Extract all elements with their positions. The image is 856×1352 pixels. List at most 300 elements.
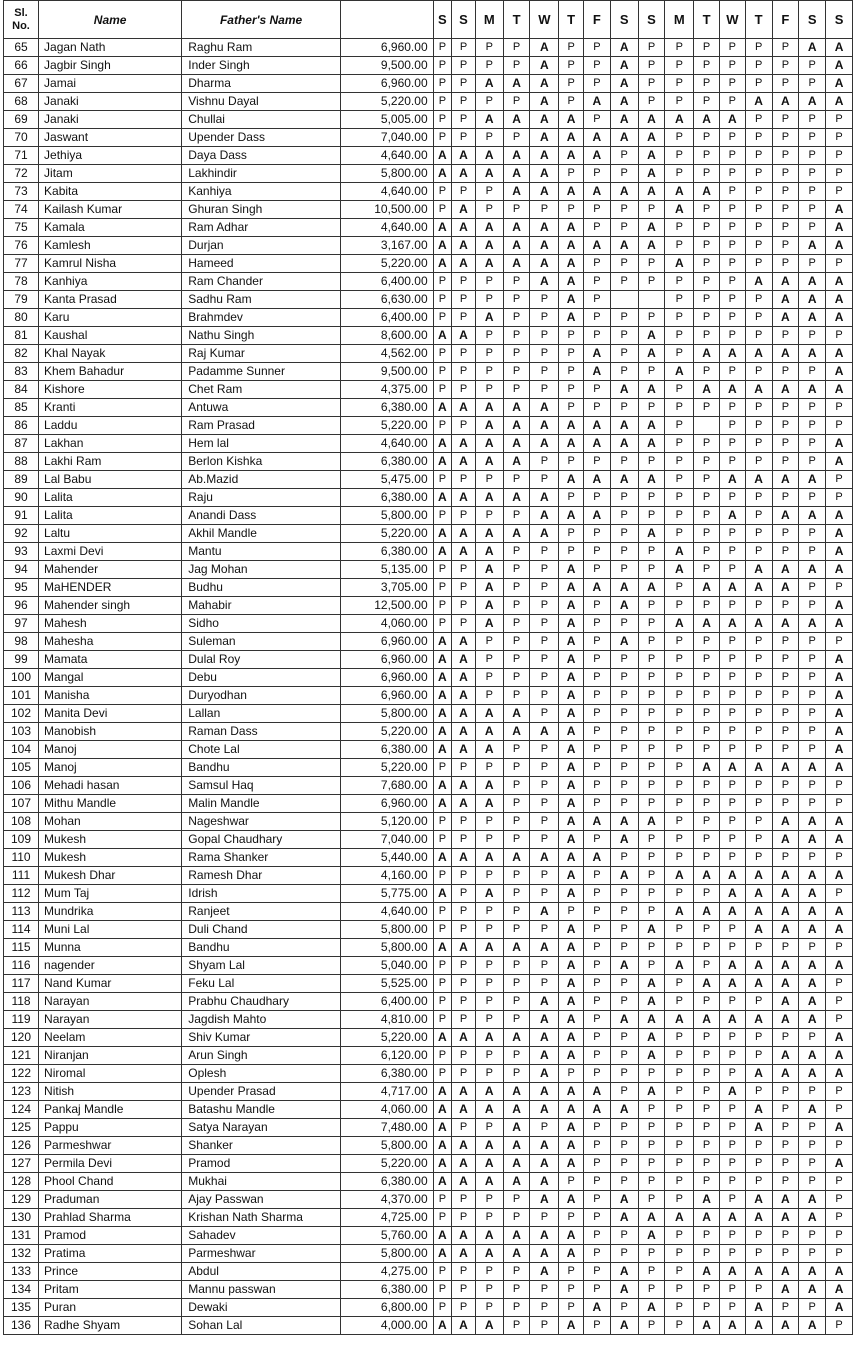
- table-row: [4, 579, 853, 597]
- attendance-cell: P: [799, 165, 826, 183]
- table-row: [4, 75, 853, 93]
- attendance-cell: P: [665, 1173, 694, 1191]
- amount-cell: 4,717.00: [340, 1083, 433, 1101]
- amount-cell: 4,060.00: [340, 1101, 433, 1119]
- father-name-cell: Shiv Kumar: [182, 1029, 341, 1047]
- attendance-cell: P: [610, 363, 638, 381]
- attendance-cell: P: [475, 1047, 503, 1065]
- amount-cell: 6,960.00: [340, 39, 433, 57]
- table-row: [4, 201, 853, 219]
- father-name-cell: Jagdish Mahto: [182, 1011, 341, 1029]
- attendance-cell: A: [433, 795, 452, 813]
- serial-number-cell: 67: [4, 75, 39, 93]
- attendance-cell: A: [433, 399, 452, 417]
- attendance-cell: P: [665, 885, 694, 903]
- attendance-cell: P: [719, 435, 745, 453]
- table-row: [4, 1317, 853, 1335]
- amount-cell: 3,705.00: [340, 579, 433, 597]
- attendance-cell: A: [826, 1029, 853, 1047]
- attendance-cell: A: [772, 885, 799, 903]
- amount-cell: 4,640.00: [340, 435, 433, 453]
- father-name-cell: Arun Singh: [182, 1047, 341, 1065]
- attendance-cell: A: [799, 345, 826, 363]
- attendance-cell: P: [475, 1263, 503, 1281]
- attendance-cell: A: [433, 651, 452, 669]
- attendance-cell: P: [584, 1191, 611, 1209]
- attendance-cell: A: [745, 1191, 772, 1209]
- attendance-cell: A: [610, 1209, 638, 1227]
- attendance-cell: P: [638, 957, 665, 975]
- attendance-cell: A: [826, 1065, 853, 1083]
- table-row: [4, 561, 853, 579]
- attendance-cell: P: [745, 831, 772, 849]
- attendance-cell: A: [559, 417, 584, 435]
- attendance-cell: A: [584, 1101, 611, 1119]
- father-name-cell: Budhu: [182, 579, 341, 597]
- attendance-cell: A: [503, 1119, 530, 1137]
- father-name-cell: Malin Mandle: [182, 795, 341, 813]
- attendance-cell: P: [694, 435, 720, 453]
- attendance-cell: A: [610, 633, 638, 651]
- attendance-cell: P: [799, 1029, 826, 1047]
- attendance-cell: P: [452, 363, 476, 381]
- attendance-cell: P: [719, 1155, 745, 1173]
- attendance-cell: P: [610, 885, 638, 903]
- attendance-cell: P: [433, 507, 452, 525]
- attendance-cell: A: [799, 291, 826, 309]
- amount-cell: 10,500.00: [340, 201, 433, 219]
- attendance-cell: A: [503, 1173, 530, 1191]
- attendance-cell: P: [799, 579, 826, 597]
- name-cell: nagender: [39, 957, 182, 975]
- serial-number-cell: 114: [4, 921, 39, 939]
- attendance-cell: A: [694, 183, 720, 201]
- attendance-cell: A: [665, 363, 694, 381]
- attendance-cell: P: [665, 1119, 694, 1137]
- attendance-cell: A: [452, 327, 476, 345]
- attendance-cell: A: [826, 39, 853, 57]
- attendance-cell: P: [530, 381, 559, 399]
- name-cell: Pramod: [39, 1227, 182, 1245]
- attendance-cell: A: [826, 75, 853, 93]
- attendance-cell: [694, 417, 720, 435]
- attendance-cell: A: [745, 273, 772, 291]
- attendance-cell: P: [530, 561, 559, 579]
- attendance-cell: P: [665, 93, 694, 111]
- attendance-cell: P: [826, 777, 853, 795]
- table-row: [4, 417, 853, 435]
- attendance-cell: A: [610, 1263, 638, 1281]
- name-cell: Jethiya: [39, 147, 182, 165]
- attendance-cell: P: [452, 867, 476, 885]
- attendance-cell: A: [503, 417, 530, 435]
- attendance-cell: A: [745, 381, 772, 399]
- attendance-cell: P: [475, 975, 503, 993]
- attendance-cell: A: [799, 1281, 826, 1299]
- attendance-cell: P: [503, 1209, 530, 1227]
- attendance-cell: P: [433, 561, 452, 579]
- attendance-cell: A: [475, 1317, 503, 1335]
- attendance-cell: A: [433, 525, 452, 543]
- attendance-cell: P: [475, 381, 503, 399]
- father-name-cell: Raj Kumar: [182, 345, 341, 363]
- attendance-cell: P: [638, 1191, 665, 1209]
- attendance-cell: P: [719, 687, 745, 705]
- attendance-cell: P: [503, 687, 530, 705]
- serial-number-cell: 88: [4, 453, 39, 471]
- attendance-cell: A: [826, 723, 853, 741]
- attendance-cell: P: [452, 993, 476, 1011]
- amount-cell: 6,960.00: [340, 651, 433, 669]
- attendance-cell: A: [772, 1209, 799, 1227]
- attendance-cell: P: [475, 633, 503, 651]
- attendance-cell: A: [799, 561, 826, 579]
- attendance-cell: P: [559, 1209, 584, 1227]
- attendance-cell: P: [799, 111, 826, 129]
- attendance-cell: A: [559, 255, 584, 273]
- name-cell: Kaushal: [39, 327, 182, 345]
- attendance-cell: P: [638, 1101, 665, 1119]
- attendance-cell: A: [799, 273, 826, 291]
- attendance-cell: A: [530, 1011, 559, 1029]
- attendance-cell: P: [559, 39, 584, 57]
- amount-cell: 6,630.00: [340, 291, 433, 309]
- amount-cell: 5,775.00: [340, 885, 433, 903]
- attendance-cell: A: [638, 525, 665, 543]
- table-row: [4, 93, 853, 111]
- amount-cell: 4,160.00: [340, 867, 433, 885]
- attendance-cell: P: [503, 381, 530, 399]
- attendance-cell: P: [694, 813, 720, 831]
- amount-cell: 5,120.00: [340, 813, 433, 831]
- attendance-cell: A: [559, 957, 584, 975]
- attendance-cell: P: [665, 1083, 694, 1101]
- attendance-cell: A: [719, 975, 745, 993]
- attendance-cell: A: [452, 237, 476, 255]
- attendance-cell: A: [475, 795, 503, 813]
- attendance-cell: A: [694, 975, 720, 993]
- father-name-cell: Sohan Lal: [182, 1317, 341, 1335]
- attendance-cell: P: [719, 201, 745, 219]
- father-name-cell: Mannu passwan: [182, 1281, 341, 1299]
- attendance-cell: A: [433, 453, 452, 471]
- attendance-cell: P: [665, 813, 694, 831]
- attendance-cell: P: [433, 291, 452, 309]
- attendance-cell: A: [503, 1029, 530, 1047]
- table-row: [4, 507, 853, 525]
- attendance-cell: A: [799, 813, 826, 831]
- table-row: [4, 435, 853, 453]
- attendance-cell: P: [433, 1299, 452, 1317]
- attendance-cell: P: [694, 1155, 720, 1173]
- attendance-cell: P: [584, 777, 611, 795]
- attendance-cell: A: [475, 309, 503, 327]
- name-cell: Munna: [39, 939, 182, 957]
- attendance-cell: P: [433, 1209, 452, 1227]
- attendance-cell: A: [638, 345, 665, 363]
- attendance-cell: P: [694, 1047, 720, 1065]
- attendance-cell: P: [452, 831, 476, 849]
- name-cell: Lalita: [39, 489, 182, 507]
- father-name-cell: Sahadev: [182, 1227, 341, 1245]
- attendance-cell: P: [694, 525, 720, 543]
- father-name-cell: Sidho: [182, 615, 341, 633]
- amount-cell: 4,640.00: [340, 219, 433, 237]
- table-row: [4, 489, 853, 507]
- attendance-cell: A: [530, 1191, 559, 1209]
- attendance-cell: P: [610, 1245, 638, 1263]
- serial-number-cell: 82: [4, 345, 39, 363]
- amount-cell: 7,040.00: [340, 129, 433, 147]
- attendance-cell: A: [452, 1101, 476, 1119]
- attendance-cell: P: [503, 57, 530, 75]
- attendance-cell: A: [638, 129, 665, 147]
- attendance-cell: P: [694, 741, 720, 759]
- serial-number-cell: 130: [4, 1209, 39, 1227]
- attendance-cell: A: [475, 597, 503, 615]
- attendance-cell: A: [452, 1245, 476, 1263]
- amount-cell: 4,275.00: [340, 1263, 433, 1281]
- attendance-cell: P: [772, 39, 799, 57]
- attendance-cell: A: [826, 615, 853, 633]
- table-row: [4, 1173, 853, 1191]
- attendance-cell: A: [503, 453, 530, 471]
- attendance-cell: P: [719, 543, 745, 561]
- attendance-cell: P: [503, 1191, 530, 1209]
- attendance-cell: P: [638, 669, 665, 687]
- attendance-cell: A: [530, 1173, 559, 1191]
- attendance-cell: P: [694, 939, 720, 957]
- attendance-cell: P: [433, 381, 452, 399]
- attendance-cell: A: [826, 435, 853, 453]
- attendance-cell: A: [475, 399, 503, 417]
- attendance-cell: P: [665, 147, 694, 165]
- attendance-cell: A: [694, 1263, 720, 1281]
- attendance-cell: A: [584, 417, 611, 435]
- serial-number-cell: 125: [4, 1119, 39, 1137]
- attendance-cell: P: [694, 1173, 720, 1191]
- amount-cell: 4,562.00: [340, 345, 433, 363]
- attendance-cell: P: [610, 615, 638, 633]
- amount-cell: 5,005.00: [340, 111, 433, 129]
- attendance-cell: P: [433, 417, 452, 435]
- father-name-cell: Chullai: [182, 111, 341, 129]
- attendance-cell: A: [665, 111, 694, 129]
- attendance-cell: A: [503, 723, 530, 741]
- attendance-cell: A: [826, 201, 853, 219]
- attendance-cell: P: [694, 687, 720, 705]
- attendance-cell: A: [638, 1299, 665, 1317]
- attendance-cell: A: [433, 1317, 452, 1335]
- attendance-cell: A: [826, 93, 853, 111]
- name-cell: Khal Nayak: [39, 345, 182, 363]
- attendance-cell: A: [665, 561, 694, 579]
- table-row: [4, 741, 853, 759]
- attendance-cell: A: [638, 993, 665, 1011]
- attendance-cell: P: [452, 471, 476, 489]
- attendance-cell: P: [610, 687, 638, 705]
- attendance-cell: P: [584, 633, 611, 651]
- amount-cell: 6,380.00: [340, 543, 433, 561]
- day-header: F: [584, 1, 611, 39]
- attendance-cell: A: [530, 1155, 559, 1173]
- amount-cell: 4,725.00: [340, 1209, 433, 1227]
- attendance-cell: P: [610, 1047, 638, 1065]
- serial-number-cell: 116: [4, 957, 39, 975]
- attendance-cell: A: [559, 921, 584, 939]
- attendance-cell: A: [559, 1227, 584, 1245]
- attendance-cell: P: [719, 669, 745, 687]
- attendance-cell: P: [826, 1317, 853, 1335]
- attendance-cell: A: [772, 1317, 799, 1335]
- day-header: S: [433, 1, 452, 39]
- attendance-cell: A: [799, 1047, 826, 1065]
- attendance-cell: P: [584, 705, 611, 723]
- attendance-cell: A: [826, 507, 853, 525]
- serial-number-cell: 75: [4, 219, 39, 237]
- attendance-cell: A: [745, 615, 772, 633]
- amount-cell: 6,960.00: [340, 669, 433, 687]
- attendance-cell: P: [503, 831, 530, 849]
- attendance-cell: P: [638, 867, 665, 885]
- attendance-cell: P: [559, 453, 584, 471]
- attendance-cell: P: [433, 309, 452, 327]
- attendance-cell: P: [719, 183, 745, 201]
- day-header: W: [719, 1, 745, 39]
- father-name-cell: Dharma: [182, 75, 341, 93]
- attendance-cell: P: [610, 219, 638, 237]
- attendance-cell: P: [584, 1263, 611, 1281]
- serial-number-cell: 132: [4, 1245, 39, 1263]
- attendance-cell: P: [665, 1029, 694, 1047]
- attendance-cell: P: [610, 1155, 638, 1173]
- attendance-cell: P: [452, 957, 476, 975]
- attendance-cell: P: [638, 309, 665, 327]
- attendance-cell: P: [584, 327, 611, 345]
- attendance-cell: P: [584, 309, 611, 327]
- attendance-cell: P: [475, 993, 503, 1011]
- attendance-cell: P: [452, 1191, 476, 1209]
- attendance-cell: A: [559, 309, 584, 327]
- attendance-cell: A: [559, 435, 584, 453]
- attendance-cell: A: [772, 291, 799, 309]
- attendance-cell: P: [772, 687, 799, 705]
- attendance-cell: P: [719, 237, 745, 255]
- attendance-cell: P: [584, 1065, 611, 1083]
- attendance-cell: P: [610, 201, 638, 219]
- father-name-cell: Shanker: [182, 1137, 341, 1155]
- attendance-cell: A: [638, 579, 665, 597]
- serial-number-cell: 115: [4, 939, 39, 957]
- attendance-cell: A: [433, 219, 452, 237]
- amount-cell: 3,167.00: [340, 237, 433, 255]
- attendance-cell: P: [719, 1047, 745, 1065]
- attendance-cell: P: [530, 957, 559, 975]
- attendance-cell: A: [530, 1065, 559, 1083]
- attendance-cell: A: [433, 705, 452, 723]
- attendance-cell: P: [610, 1029, 638, 1047]
- attendance-cell: A: [475, 489, 503, 507]
- attendance-cell: P: [772, 1299, 799, 1317]
- attendance-cell: P: [584, 165, 611, 183]
- attendance-cell: P: [584, 831, 611, 849]
- amount-cell: 4,375.00: [340, 381, 433, 399]
- attendance-cell: P: [530, 741, 559, 759]
- serial-number-cell: 120: [4, 1029, 39, 1047]
- attendance-cell: A: [584, 147, 611, 165]
- attendance-cell: P: [719, 1137, 745, 1155]
- attendance-cell: P: [452, 885, 476, 903]
- attendance-cell: A: [665, 201, 694, 219]
- attendance-cell: A: [772, 867, 799, 885]
- father-name-cell: Bandhu: [182, 759, 341, 777]
- attendance-cell: P: [694, 237, 720, 255]
- attendance-cell: P: [638, 705, 665, 723]
- attendance-cell: P: [665, 705, 694, 723]
- attendance-cell: A: [799, 381, 826, 399]
- attendance-cell: A: [610, 75, 638, 93]
- attendance-cell: A: [694, 1011, 720, 1029]
- attendance-cell: A: [826, 57, 853, 75]
- attendance-cell: P: [694, 561, 720, 579]
- serial-number-cell: 71: [4, 147, 39, 165]
- attendance-cell: P: [503, 615, 530, 633]
- attendance-cell: P: [452, 291, 476, 309]
- table-row: [4, 129, 853, 147]
- attendance-cell: A: [745, 1317, 772, 1335]
- attendance-cell: A: [745, 471, 772, 489]
- table-row: [4, 1299, 853, 1317]
- attendance-cell: A: [772, 813, 799, 831]
- serial-number-cell: 87: [4, 435, 39, 453]
- attendance-cell: P: [452, 39, 476, 57]
- serial-number-cell: 94: [4, 561, 39, 579]
- attendance-cell: A: [826, 687, 853, 705]
- attendance-cell: P: [694, 147, 720, 165]
- attendance-cell: P: [745, 1281, 772, 1299]
- attendance-cell: A: [799, 831, 826, 849]
- father-name-cell: Pramod: [182, 1155, 341, 1173]
- father-name-cell: Hameed: [182, 255, 341, 273]
- attendance-cell: P: [610, 939, 638, 957]
- attendance-cell: P: [694, 399, 720, 417]
- attendance-cell: P: [475, 201, 503, 219]
- attendance-cell: A: [719, 759, 745, 777]
- attendance-cell: P: [503, 867, 530, 885]
- attendance-cell: P: [559, 399, 584, 417]
- attendance-cell: A: [745, 1299, 772, 1317]
- father-name-cell: Kanhiya: [182, 183, 341, 201]
- attendance-cell: A: [452, 777, 476, 795]
- attendance-cell: A: [638, 381, 665, 399]
- attendance-cell: P: [745, 183, 772, 201]
- attendance-cell: A: [559, 1191, 584, 1209]
- attendance-cell: A: [826, 561, 853, 579]
- attendance-cell: A: [719, 1083, 745, 1101]
- attendance-cell: A: [826, 219, 853, 237]
- attendance-cell: P: [665, 741, 694, 759]
- father-name-cell: Ramesh Dhar: [182, 867, 341, 885]
- attendance-cell: A: [826, 381, 853, 399]
- attendance-cell: A: [475, 147, 503, 165]
- attendance-cell: P: [694, 1029, 720, 1047]
- attendance-cell: A: [694, 759, 720, 777]
- attendance-cell: A: [530, 183, 559, 201]
- attendance-cell: P: [694, 705, 720, 723]
- attendance-cell: A: [694, 345, 720, 363]
- name-cell: Laltu: [39, 525, 182, 543]
- attendance-cell: P: [694, 453, 720, 471]
